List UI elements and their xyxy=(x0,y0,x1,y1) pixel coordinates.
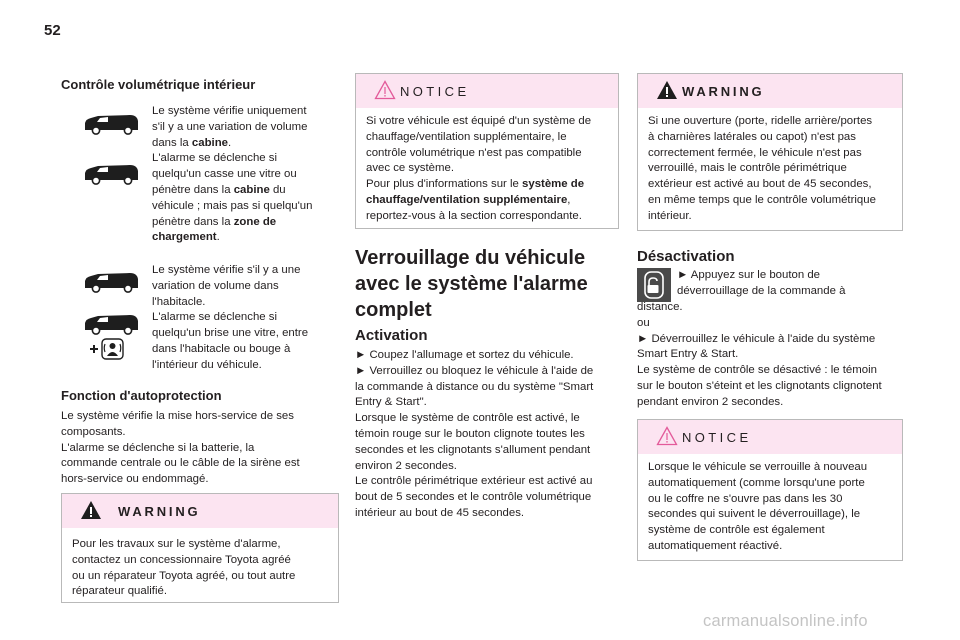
text-line: Le système vérifie uniquement xyxy=(152,105,307,117)
text-line: pénètre dans la zone de xyxy=(152,215,277,228)
text-line: quelqu'un casse une vitre ou xyxy=(152,168,297,181)
text-line: Lorsque le véhicule se verrouille à nouveau xyxy=(648,461,868,473)
page-number: 52 xyxy=(44,22,61,39)
text-line: Le système vérifie s'il y a une xyxy=(152,264,301,276)
text-line: Si une ouverture (porte, ridelle arrière/portes xyxy=(648,115,873,127)
text-line: avec ce système. xyxy=(366,162,454,175)
van-icon xyxy=(82,313,140,335)
text-line: quelqu'un brise une vitre, entre xyxy=(152,327,309,340)
text-line: hors-service ou endommagé. xyxy=(61,473,209,486)
text-line: contactez un concessionnaire Toyota agréé xyxy=(72,553,291,566)
text-line: l'intérieur du véhicule. xyxy=(152,358,262,371)
notice-title: NOTICE xyxy=(400,84,470,99)
title-line: avec le système l'alarme xyxy=(355,273,588,295)
notice-triangle-icon xyxy=(656,426,678,446)
text-line: secondes qui suivent le déverrouillage), le xyxy=(648,508,861,521)
text-line: l'habitacle. xyxy=(152,295,206,308)
text-line: ou un réparateur Toyota agréé, ou tout autre xyxy=(72,569,296,582)
notice-header xyxy=(356,74,618,108)
text-line: environ 2 secondes. xyxy=(355,459,457,472)
text-line: la commande à distance ou du système "Smart xyxy=(355,380,594,393)
van-icon xyxy=(82,113,140,135)
warning-text xyxy=(648,114,876,225)
text-line: en même temps que le contrôle volumétrique xyxy=(648,193,876,206)
text-line: intérieur. xyxy=(648,209,692,222)
van-icon xyxy=(82,163,140,185)
desactivation-text xyxy=(637,300,882,411)
habitacle-description xyxy=(152,263,308,374)
notice-box xyxy=(637,419,903,561)
alarm-sensor-icon xyxy=(89,337,129,361)
notice-text xyxy=(648,460,867,555)
notice-triangle-icon xyxy=(374,80,396,100)
text-line: variation de volume dans xyxy=(152,279,279,292)
notice-title: NOTICE xyxy=(682,430,752,445)
notice-header xyxy=(638,420,902,454)
text-line: sur le bouton s'éteint et les clignotants clignotent xyxy=(637,379,882,392)
text-line: bout de 5 secondes et le contrôle volumétrique xyxy=(355,491,592,504)
text-line: Pour les travaux sur le système d'alarme, xyxy=(72,538,281,550)
warning-box xyxy=(637,73,903,231)
text-line: L'alarme se déclenche si xyxy=(152,152,278,165)
text-line: Si votre véhicule est équipé d'un système de xyxy=(366,115,592,127)
text-line: chargement. xyxy=(152,231,220,244)
text-line: correctement fermée, le véhicule n'est pas xyxy=(648,146,862,159)
text-line: Lorsque le système de contrôle est activé, le xyxy=(355,412,580,425)
warning-header xyxy=(62,494,338,528)
warning-triangle-icon xyxy=(656,80,678,100)
text-line: ► Coupez l'allumage et sortez du véhicule. xyxy=(355,349,574,361)
text-line: automatiquement réactivé. xyxy=(648,539,783,552)
desactivation-icon-text xyxy=(677,268,845,300)
text-line: ► Appuyez sur le bouton de xyxy=(677,269,820,281)
text-line: dans la cabine. xyxy=(152,136,232,149)
text-line: s'il y a une variation de volume xyxy=(152,120,308,133)
section-title-volumetric: Contrôle volumétrique intérieur xyxy=(61,77,256,92)
activation-text xyxy=(355,348,593,522)
text-line: ► Verrouillez ou bloquez le véhicule à l'aide de xyxy=(355,364,594,377)
text-line: contrôle volumétrique n'est pas compatible xyxy=(366,146,582,159)
text-line: ou le coffre ne s'ouvre pas dans les 30 xyxy=(648,492,843,505)
title-line: complet xyxy=(355,299,432,321)
warning-header xyxy=(638,74,902,108)
warning-triangle-icon xyxy=(80,500,102,520)
warning-title: WARNING xyxy=(682,84,765,99)
text-line: Entry & Start". xyxy=(355,396,427,409)
text-line: Le système vérifie la mise hors-service de ses xyxy=(61,410,294,422)
text-line: à charnières latérales ou capot) n'est pas xyxy=(648,130,856,143)
text-line: verrouillé, mais le contrôle périmétrique xyxy=(648,162,847,175)
text-line: déverrouillage de la commande à xyxy=(677,284,846,297)
autoprotection-title: Fonction d'autoprotection xyxy=(61,388,222,403)
warning-text xyxy=(72,537,295,600)
text-line: système de contrôle est également xyxy=(648,524,825,537)
text-line: L'alarme se déclenche si xyxy=(152,311,278,324)
text-line: Le contrôle périmétrique extérieur est activé au xyxy=(355,475,593,488)
text-line: Pour plus d'informations sur le système de xyxy=(366,178,585,191)
desactivation-title: Désactivation xyxy=(637,248,735,265)
notice-text xyxy=(366,114,591,225)
text-line: témoin rouge sur le bouton clignote toutes les xyxy=(355,427,585,440)
text-line: Le système de contrôle se désactivé : le témoin xyxy=(637,364,877,377)
autoprotection-text xyxy=(61,409,300,488)
text-line: Smart Entry & Start. xyxy=(637,348,739,361)
main-title xyxy=(355,245,588,323)
text-line: ► Déverrouillez le véhicule à l'aide du système xyxy=(637,332,876,345)
text-line: intérieur au bout de 45 secondes. xyxy=(355,506,525,519)
text-line: véhicule ; mais pas si quelqu'un xyxy=(152,199,313,212)
text-line: réparateur qualifié. xyxy=(72,585,167,598)
text-line: composants. xyxy=(61,425,126,438)
text-line: chauffage/ventilation supplémentaire, le xyxy=(366,130,567,143)
text-line: L'alarme se déclenche si la batterie, la xyxy=(61,441,255,454)
notice-box xyxy=(355,73,619,229)
cabin-description xyxy=(152,104,312,246)
text-line: commande centrale ou le câble de la sirène est xyxy=(61,457,300,470)
warning-box xyxy=(61,493,339,603)
text-line: distance. xyxy=(637,301,683,313)
activation-title: Activation xyxy=(355,327,428,344)
title-line: Verrouillage du véhicule xyxy=(355,247,586,269)
watermark: carmanualsonline.info xyxy=(703,612,868,630)
text-line: pénètre dans la cabine du xyxy=(152,183,286,196)
unlock-key-icon xyxy=(637,268,671,302)
text-line: secondes et les clignotants s'allument pendant xyxy=(355,443,591,456)
text-line: pendant environ 2 secondes. xyxy=(637,395,784,408)
warning-title: WARNING xyxy=(118,504,201,519)
text-line: chauffage/ventilation supplémentaire, xyxy=(366,193,571,206)
van-icon xyxy=(82,271,140,293)
text-line: reportez-vous à la section correspondante. xyxy=(366,209,582,222)
text-line: automatiquement (comme lorsqu'une porte xyxy=(648,476,865,489)
text-line: ou xyxy=(637,316,650,329)
text-line: extérieur est activé au bout de 45 secondes, xyxy=(648,178,872,191)
text-line: dans l'habitacle ou bouge à xyxy=(152,342,291,355)
